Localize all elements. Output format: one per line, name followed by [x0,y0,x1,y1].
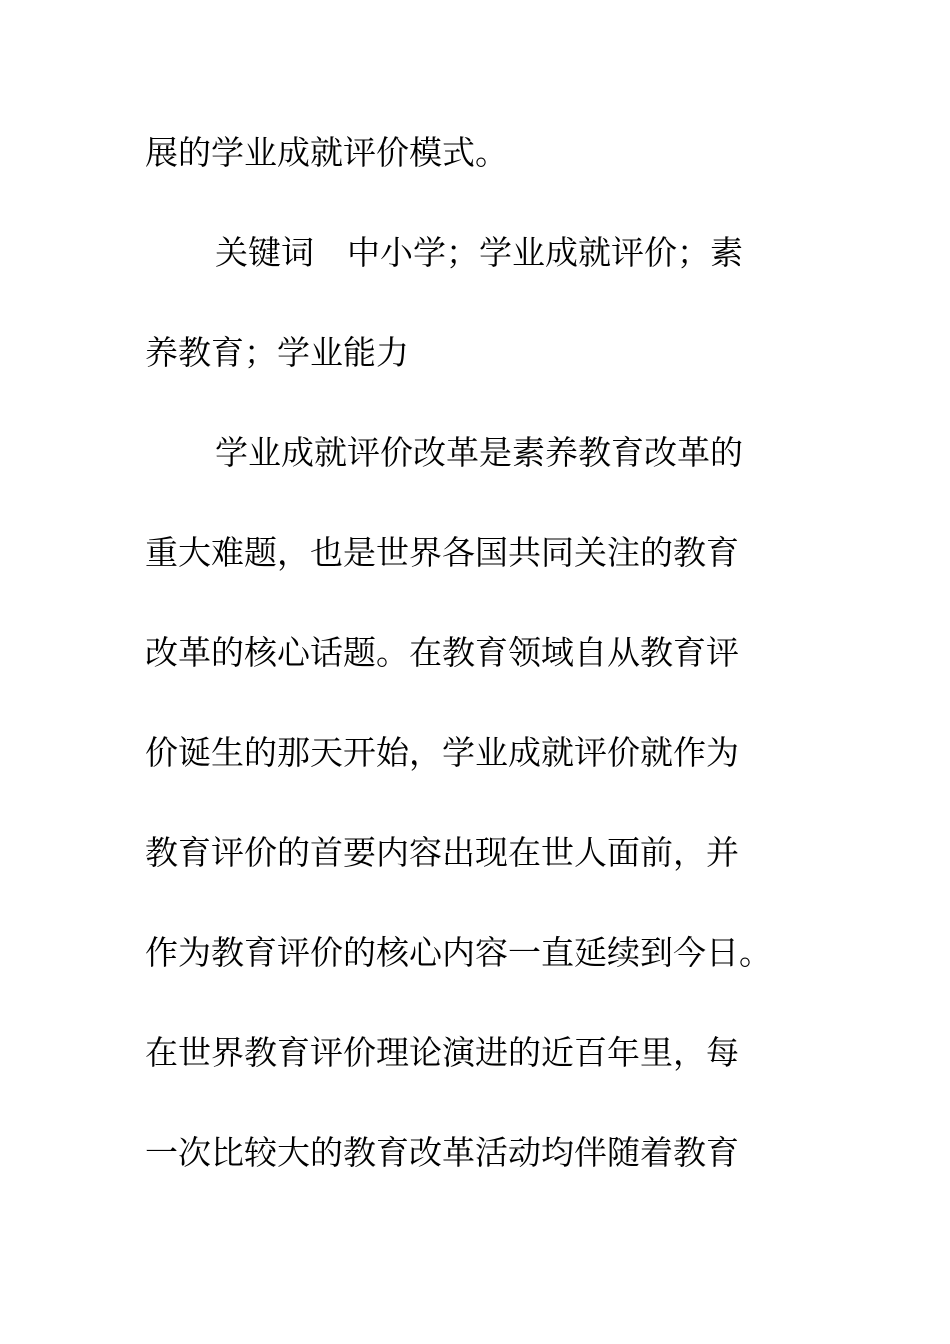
text-line: 教育评价的首要内容出现在世人面前，并 [145,833,739,872]
paragraph-first-line: 学业成就评价改革是素养教育改革的 [215,433,743,472]
text-line: 作为教育评价的核心内容一直延续到今日。 [145,933,772,972]
keywords-line: 关键词 中小学；学业成就评价；素 [215,233,743,272]
text-line: 一次比较大的教育改革活动均伴随着教育 [145,1133,739,1172]
text-line: 展的学业成就评价模式。 [145,133,508,172]
text-line: 重大难题，也是世界各国共同关注的教育 [145,533,739,572]
text-line: 在世界教育评价理论演进的近百年里，每 [145,1033,739,1072]
text-line: 价诞生的那天开始，学业成就评价就作为 [145,733,739,772]
keywords-continuation: 养教育；学业能力 [145,333,409,372]
text-line: 改革的核心话题。在教育领域自从教育评 [145,633,739,672]
